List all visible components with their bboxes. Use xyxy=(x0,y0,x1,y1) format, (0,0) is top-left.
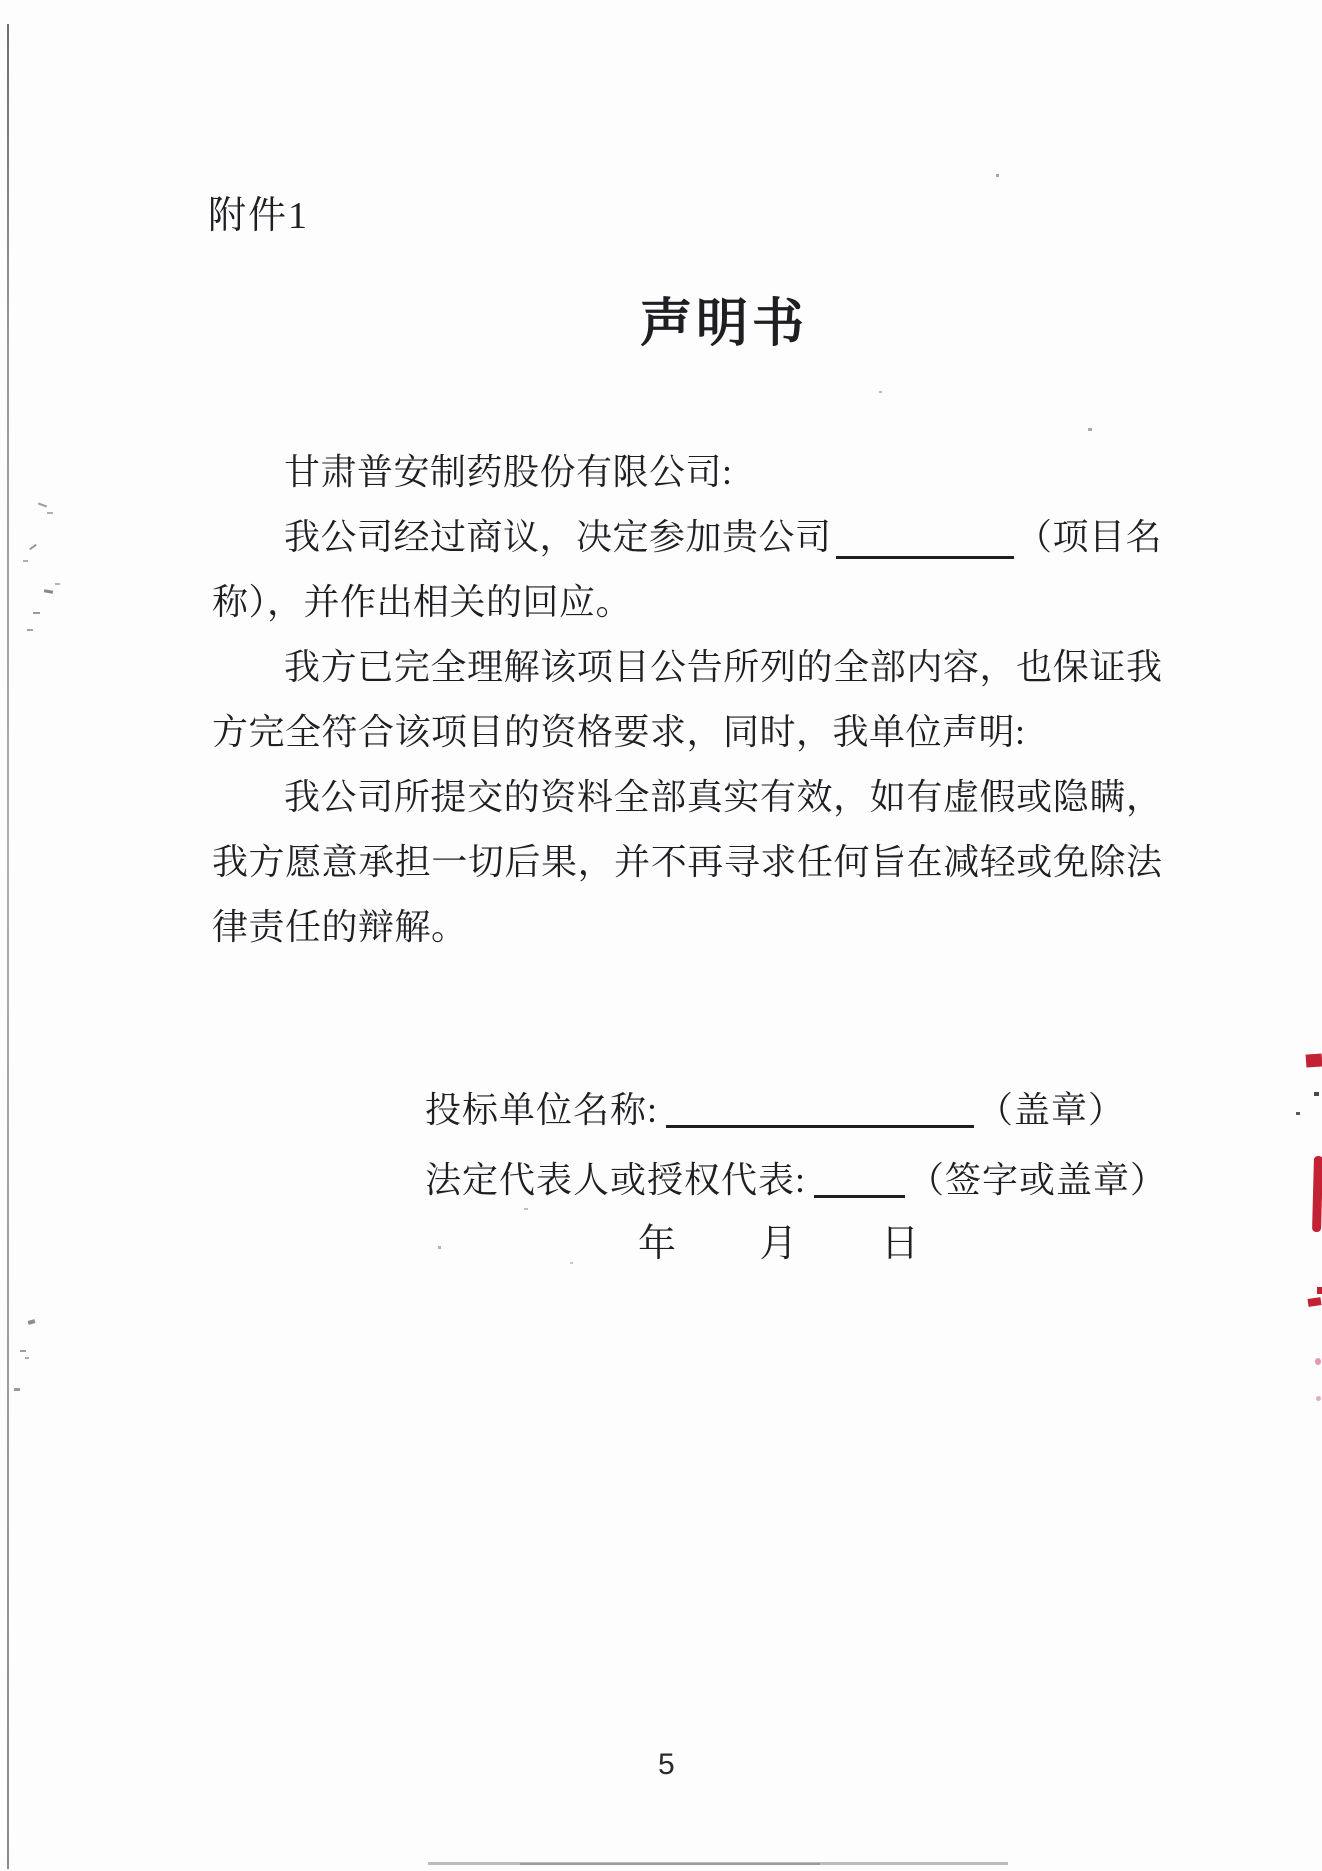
body-p2-line2: 方完全符合该项目的资格要求，同时，我单位声明: xyxy=(212,712,1026,752)
signature-bidder-row xyxy=(425,1086,1125,1134)
scan-speck xyxy=(524,1208,528,1210)
signature-representative-row xyxy=(425,1156,1167,1204)
fill-in-blank-project xyxy=(836,555,1014,559)
red-mark-small-2 xyxy=(1317,1287,1322,1294)
bidder-seal-label: （盖章） xyxy=(976,1090,1125,1130)
pencil-mark xyxy=(14,1388,20,1391)
fill-in-blank-representative xyxy=(814,1194,905,1198)
date-month-label: 月 xyxy=(759,1223,798,1265)
pencil-mark xyxy=(25,1357,29,1359)
body-p3-line1: 我公司所提交的资料全部真实有效，如有虚假或隐瞒， xyxy=(284,777,1162,817)
body-text xyxy=(212,440,1162,960)
red-mark-stroke xyxy=(1312,1156,1322,1232)
scan-speck xyxy=(1088,428,1092,431)
fill-in-blank-bidder-name xyxy=(666,1124,974,1128)
page-title: 声明书 xyxy=(640,296,809,353)
red-mark-block xyxy=(1306,1053,1322,1067)
body-p2-line1: 我方已完全理解该项目公告所列的全部内容，也保证我 xyxy=(284,647,1162,687)
pencil-mark xyxy=(55,583,60,585)
body-p3-line2: 我方愿意承担一切后果，并不再寻求任何旨在减轻或免除法 xyxy=(212,842,1162,882)
body-p1-after-blank: （项目名 xyxy=(1015,517,1162,557)
body-p3-line3: 律责任的辩解。 xyxy=(212,907,468,947)
body-salutation: 甘肃普安制药股份有限公司: xyxy=(284,452,733,492)
pencil-mark xyxy=(47,512,53,514)
pencil-mark xyxy=(23,560,28,562)
bidder-name-label: 投标单位名称: xyxy=(425,1090,659,1130)
scan-speck xyxy=(570,1262,573,1264)
pencil-mark xyxy=(20,1350,26,1352)
pencil-mark xyxy=(33,612,40,614)
pencil-mark xyxy=(38,503,47,508)
scan-left-edge-line xyxy=(7,24,9,1869)
date-line xyxy=(638,1220,919,1268)
pencil-mark xyxy=(28,1319,36,1325)
body-line-blank xyxy=(212,505,1162,570)
body-p1-start: 我公司经过商议，决定参加贵公司 xyxy=(284,517,832,557)
red-dot-faint-2 xyxy=(1316,1396,1321,1401)
date-year-label: 年 xyxy=(638,1223,677,1265)
body-p1-cont: 称），并作出相关的回应。 xyxy=(212,582,633,622)
date-day-label: 日 xyxy=(881,1223,920,1265)
red-mark-small-1 xyxy=(1308,1297,1322,1307)
attachment-label: 附件1 xyxy=(208,195,310,237)
pencil-mark xyxy=(27,629,33,631)
scan-bottom-smudge-dark xyxy=(520,1863,820,1865)
scan-speck xyxy=(996,174,999,177)
pencil-mark xyxy=(29,544,37,550)
scan-speck xyxy=(1314,1092,1319,1096)
pencil-mark xyxy=(44,589,53,594)
red-dot-faint-1 xyxy=(1315,1358,1321,1365)
scan-speck xyxy=(438,1246,441,1249)
scan-speck xyxy=(879,391,882,393)
representative-seal-label: （签字或盖章） xyxy=(907,1160,1167,1200)
representative-label: 法定代表人或授权代表: xyxy=(425,1160,807,1200)
page-number: 5 xyxy=(658,1748,675,1781)
scan-speck xyxy=(1296,1112,1300,1115)
